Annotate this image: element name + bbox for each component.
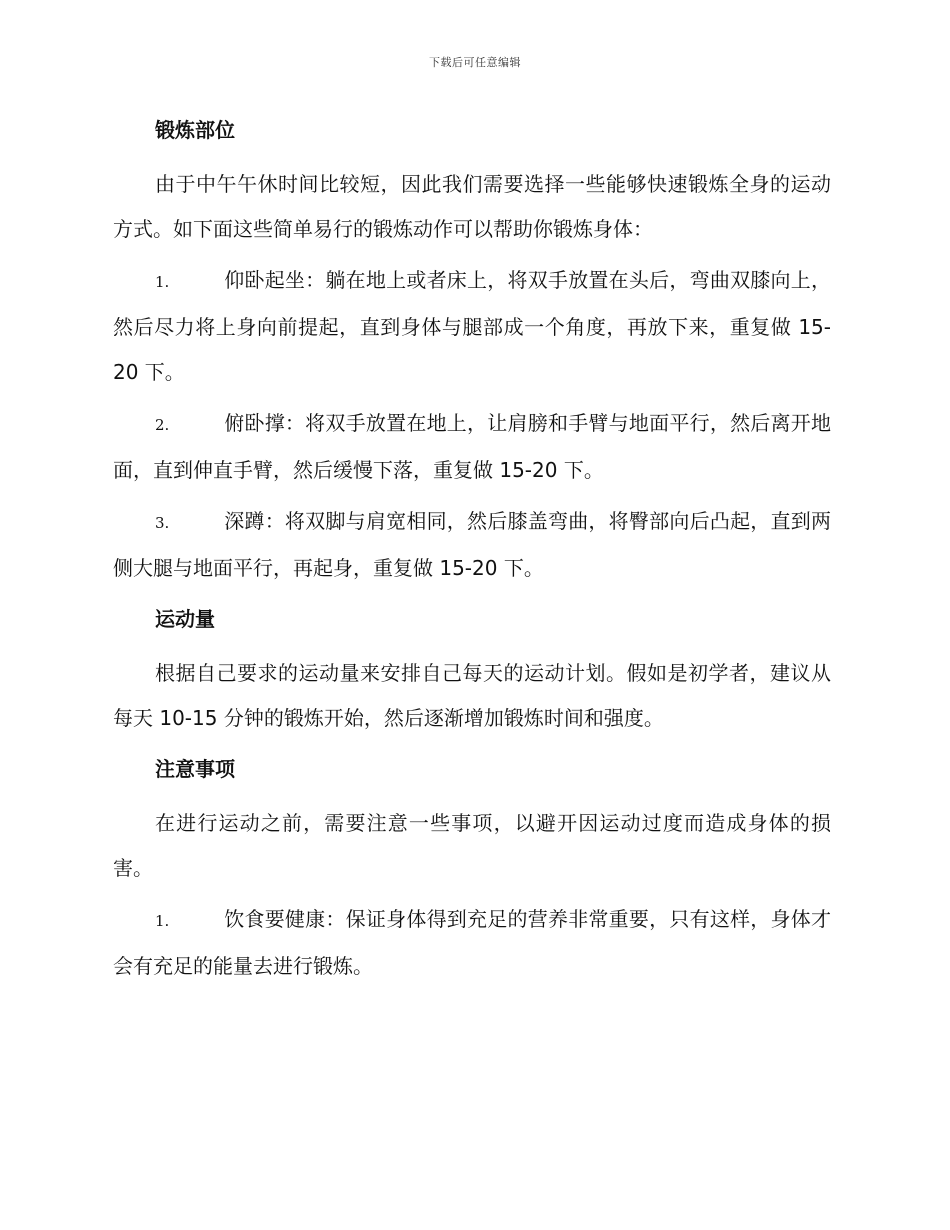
list-item-pushups: [113, 401, 831, 493]
list-item-squats: [113, 499, 831, 591]
heading-precautions: 注意事项: [155, 757, 235, 781]
list-number: 1.: [155, 273, 170, 291]
heading-exercise-amount: 运动量: [155, 607, 215, 631]
list-item-situps: [113, 258, 831, 395]
list-item-text: 俯卧撑：将双手放置在地上，让肩膀和手臂与地面平行，然后离开地面，直到伸直手臂，然后缓慢下落，重复做 15-20 下。: [113, 411, 831, 482]
list-item-text: 仰卧起坐：躺在地上或者床上，将双手放置在头后，弯曲双膝向上，然后尽力将上身向前提起，直到身体与腿部成一个角度，再放下来，重复做 15-20 下。: [113, 268, 831, 384]
paragraph-precautions-intro: 在进行运动之前，需要注意一些事项，以避开因运动过度而造成身体的损害。: [113, 811, 831, 880]
heading-exercise-parts: 锻炼部位: [155, 118, 235, 142]
list-item-text: 深蹲：将双脚与肩宽相同，然后膝盖弯曲，将臀部向后凸起，直到两侧大腿与地面平行，再起身，重复做 15-20 下。: [113, 509, 831, 580]
page-header: 下载后可任意编辑: [429, 56, 521, 69]
paragraph-exercise-amount: 根据自己要求的运动量来安排自己每天的运动计划。假如是初学者，建议从每天 10-15 分钟的锻炼开始，然后逐渐增加锻炼时间和强度。: [113, 661, 831, 730]
list-item-text: 饮食要健康：保证身体得到充足的营养非常重要，只有这样，身体才会有充足的能量去进行锻炼。: [113, 907, 831, 978]
paragraph-exercise-intro: 由于中午午休时间比较短，因此我们需要选择一些能够快速锻炼全身的运动方式。如下面这些简单易行的锻炼动作可以帮助你锻炼身体：: [113, 172, 831, 241]
list-number: 1.: [155, 912, 170, 930]
list-number: 3.: [155, 514, 170, 532]
list-item-diet: [113, 897, 831, 989]
list-number: 2.: [155, 416, 170, 434]
document-body: [113, 108, 831, 995]
